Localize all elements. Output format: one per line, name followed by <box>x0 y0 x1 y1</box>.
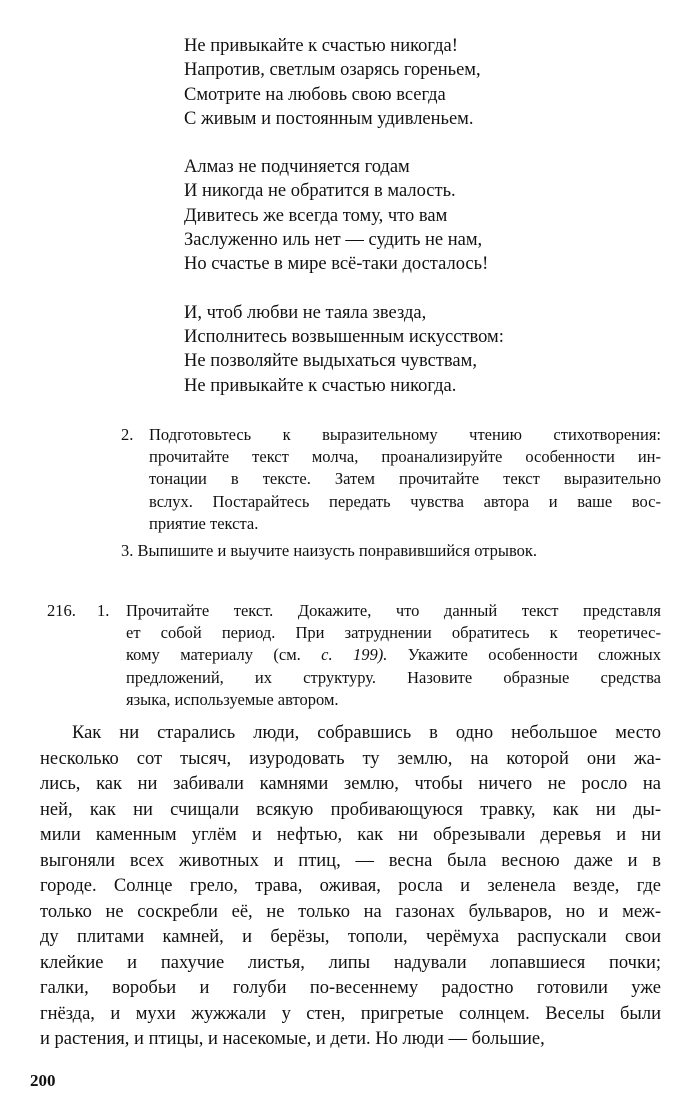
page-number: 200 <box>30 1071 56 1090</box>
poem-stanza-2 <box>184 155 504 276</box>
exercise-line: Прочитайте текст. Докажите, что данный текст представля <box>126 601 661 620</box>
prose-line: лись, как ни забивали камнями землю, чтобы ничего не росло на <box>40 774 661 794</box>
task-3-text: 3. Выпишите и выучите наизусть понравившийся отрывок. <box>121 541 538 560</box>
prose-line: галки, воробьи и голуби по-весеннему радостно готовили уже <box>40 978 661 998</box>
prose-line: ду плитами камней, и берёзы, тополи, черёмуха распускали свои <box>40 927 661 947</box>
exercise-line: ет собой период. При затруднении обратитесь к теоретичес- <box>126 623 661 643</box>
task-2-line: прочитайте текст молча, проанализируйте особенности ин- <box>149 447 661 467</box>
prose-line: городе. Солнце грело, трава, оживая, росла и зеленела везде, где <box>40 876 661 896</box>
poem <box>184 34 504 398</box>
prose-line: клейкие и пахучие листья, липы надували лопавшиеся почки; <box>40 952 661 973</box>
poem-stanza-1 <box>184 34 504 131</box>
poem-line: Но счастье в мире всё-таки досталось! <box>184 254 489 275</box>
prose-line: гнёзда, и мухи жужжали у стен, пригретые солнцем. Веселы были <box>40 1003 661 1024</box>
prose-line: мили каменным углём и нефтью, как ни обрезывали деревья и ни <box>40 825 661 845</box>
prose-line: Как ни старались люди, собравшись в одно небольшое место <box>72 723 661 743</box>
page-reference: с. 199). <box>321 645 388 665</box>
prose-line: только не соскребли её, не только на газонах бульваров, но и меж- <box>40 901 661 922</box>
task-2 <box>121 424 661 535</box>
exercise-line: предложений, их структуру. Назовите образные средства <box>126 667 661 687</box>
prose-line: выгоняли всех животных и птиц, — весна была весною даже и в <box>40 850 661 871</box>
exercise-instructions <box>126 600 661 711</box>
prose-line: несколько сот тысяч, изуродовать ту землю, на которой они жа- <box>40 748 661 769</box>
exercise-line: языка, используемые автором. <box>126 689 339 709</box>
poem-line: С живым и постоянным удивленьем. <box>184 108 474 129</box>
poem-line: Не привыкайте к счастью никогда. <box>184 375 457 396</box>
task-2-line: тонации в тексте. Затем прочитайте текст выразительно <box>149 469 661 489</box>
poem-line: Смотрите на любовь свою всегда <box>184 84 446 105</box>
poem-line: Алмаз не подчиняется годам <box>184 157 410 178</box>
prose-line: ней, как ни счищали всякую пробивающуюся травку, как ни ды- <box>40 799 661 820</box>
prose-text <box>40 721 661 1053</box>
exercise-line-part: кому материалу (см. <box>126 645 301 665</box>
task-2-line: приятие текста. <box>149 513 259 533</box>
poem-line: Напротив, светлым озарясь гореньем, <box>184 60 481 81</box>
poem-line: Дивитесь же всегда тому, что вам <box>184 205 448 226</box>
task-2-line: вслух. Постарайтесь передать чувства автора и ваше вос- <box>149 491 661 511</box>
task-2-number: 2. <box>121 425 134 444</box>
exercise-number: 216. <box>47 601 76 620</box>
task-3 <box>121 540 537 562</box>
poem-line: Заслуженно иль нет — судить не нам, <box>184 230 483 251</box>
exercise-subnumber: 1. <box>97 601 110 620</box>
exercise-line-part: Укажите особенности сложных <box>407 645 662 665</box>
poem-stanza-3 <box>184 301 504 398</box>
poem-line: И, чтоб любви не таяла звезда, <box>184 302 427 323</box>
poem-line: Не привыкайте к счастью никогда! <box>184 36 458 56</box>
exercise-line <box>126 644 661 666</box>
prose-line: и растения, и птицы, и насекомые, и дети. Но люди — большие, <box>40 1029 545 1049</box>
poem-line: Исполнитесь возвышенным искусством: <box>184 326 504 347</box>
poem-line: И никогда не обратится в малость. <box>184 181 456 202</box>
task-2-line: Подготовьтесь к выразительному чтению стихотворения: <box>149 425 661 444</box>
poem-line: Не позволяйте выдыхаться чувствам, <box>184 351 477 372</box>
